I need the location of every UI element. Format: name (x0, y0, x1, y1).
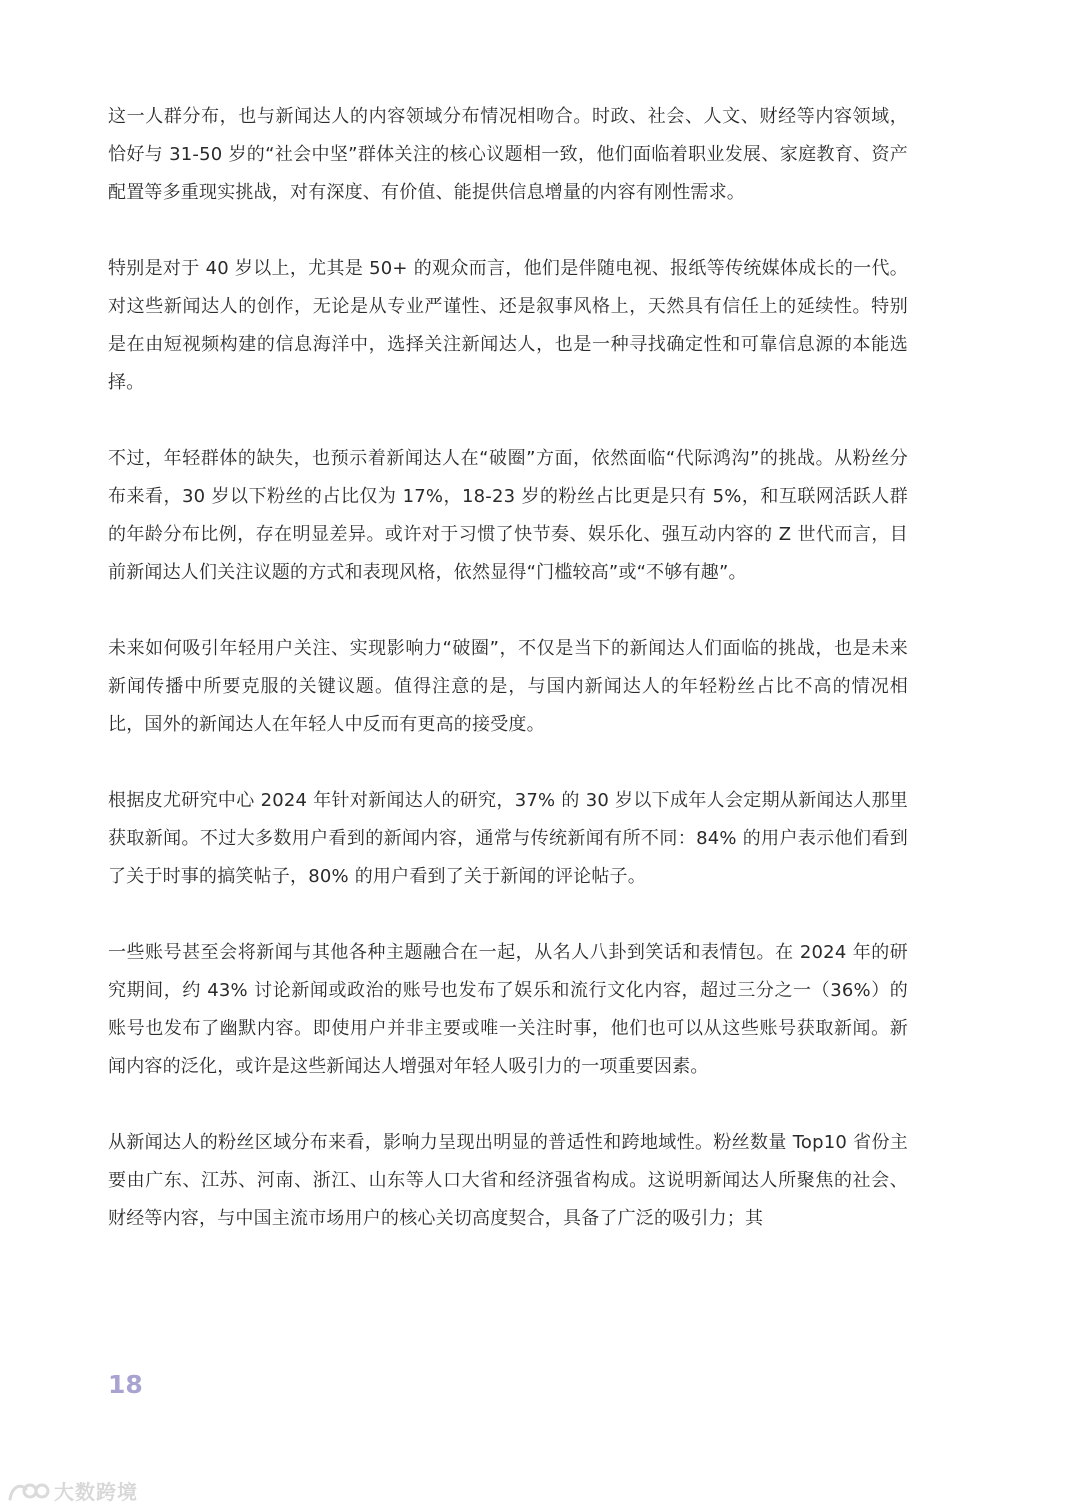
paragraph-7: 从新闻达人的粉丝区域分布来看，影响力呈现出明显的普适性和跨地域性。粉丝数量 Top10 省份主要由广东、江苏、河南、浙江、山东等人口大省和经济强省构成。这说明新闻达人所聚焦的社会、财经等内容，与中国主流市场用户的核心关切高度契合，具备了广泛的吸引力；其 (108, 1132, 908, 1229)
watermark-text: 大数跨境 (54, 1480, 138, 1504)
page-number: 18 (108, 1370, 143, 1399)
paragraph-6: 一些账号甚至会将新闻与其他各种主题融合在一起，从名人八卦到笑话和表情包。在 2024 年的研究期间，约 43% 讨论新闻或政治的账号也发布了娱乐和流行文化内容，超过三分之一（36%）的账号也发布了幽默内容。即使用户并非主要或唯一关注时事，他们也可以从这些账号获取新闻。新闻内容的泛化，或许是这些新闻达人增强对年轻人吸引力的一项重要因素。 (108, 942, 908, 1077)
paragraph-5: 根据皮尤研究中心 2024 年针对新闻达人的研究，37% 的 30 岁以下成年人会定期从新闻达人那里获取新闻。不过大多数用户看到的新闻内容，通常与传统新闻有所不同：84% 的用户表示他们看到了关于时事的搞笑帖子，80% 的用户看到了关于新闻的评论帖子。 (108, 790, 908, 887)
body-text (108, 98, 908, 1276)
paragraph-3: 不过，年轻群体的缺失，也预示着新闻达人在“破圈”方面，依然面临“代际鸿沟”的挑战。从粉丝分布来看，30 岁以下粉丝的占比仅为 17%，18-23 岁的粉丝占比更是只有 5%，和互联网活跃人群的年龄分布比例，存在明显差异。或许对于习惯了快节奏、娱乐化、强互动内容的 Z 世代而言，目前新闻达人们关注议题的方式和表现风格，依然显得“门槛较高”或“不够有趣”。 (108, 448, 908, 583)
paragraph-1: 这一人群分布，也与新闻达人的内容领域分布情况相吻合。时政、社会、人文、财经等内容领域，恰好与 31-50 岁的“社会中坚”群体关注的核心议题相一致，他们面临着职业发展、家庭教育、资产配置等多重现实挑战，对有深度、有价值、能提供信息增量的内容有刚性需求。 (108, 106, 908, 203)
paragraph-4: 未来如何吸引年轻用户关注、实现影响力“破圈”，不仅是当下的新闻达人们面临的挑战，也是未来新闻传播中所要克服的关键议题。值得注意的是，与国内新闻达人的年轻粉丝占比不高的情况相比，国外的新闻达人在年轻人中反而有更高的接受度。 (108, 638, 908, 735)
watermark-logo-icon (6, 1477, 50, 1505)
paragraph-2: 特别是对于 40 岁以上，尤其是 50+ 的观众而言，他们是伴随电视、报纸等传统媒体成长的一代。对这些新闻达人的创作，无论是从专业严谨性、还是叙事风格上，天然具有信任上的延续性。特别是在由短视频构建的信息海洋中，选择关注新闻达人，也是一种寻找确定性和可靠信息源的本能选择。 (108, 258, 908, 393)
watermark (6, 1476, 138, 1505)
